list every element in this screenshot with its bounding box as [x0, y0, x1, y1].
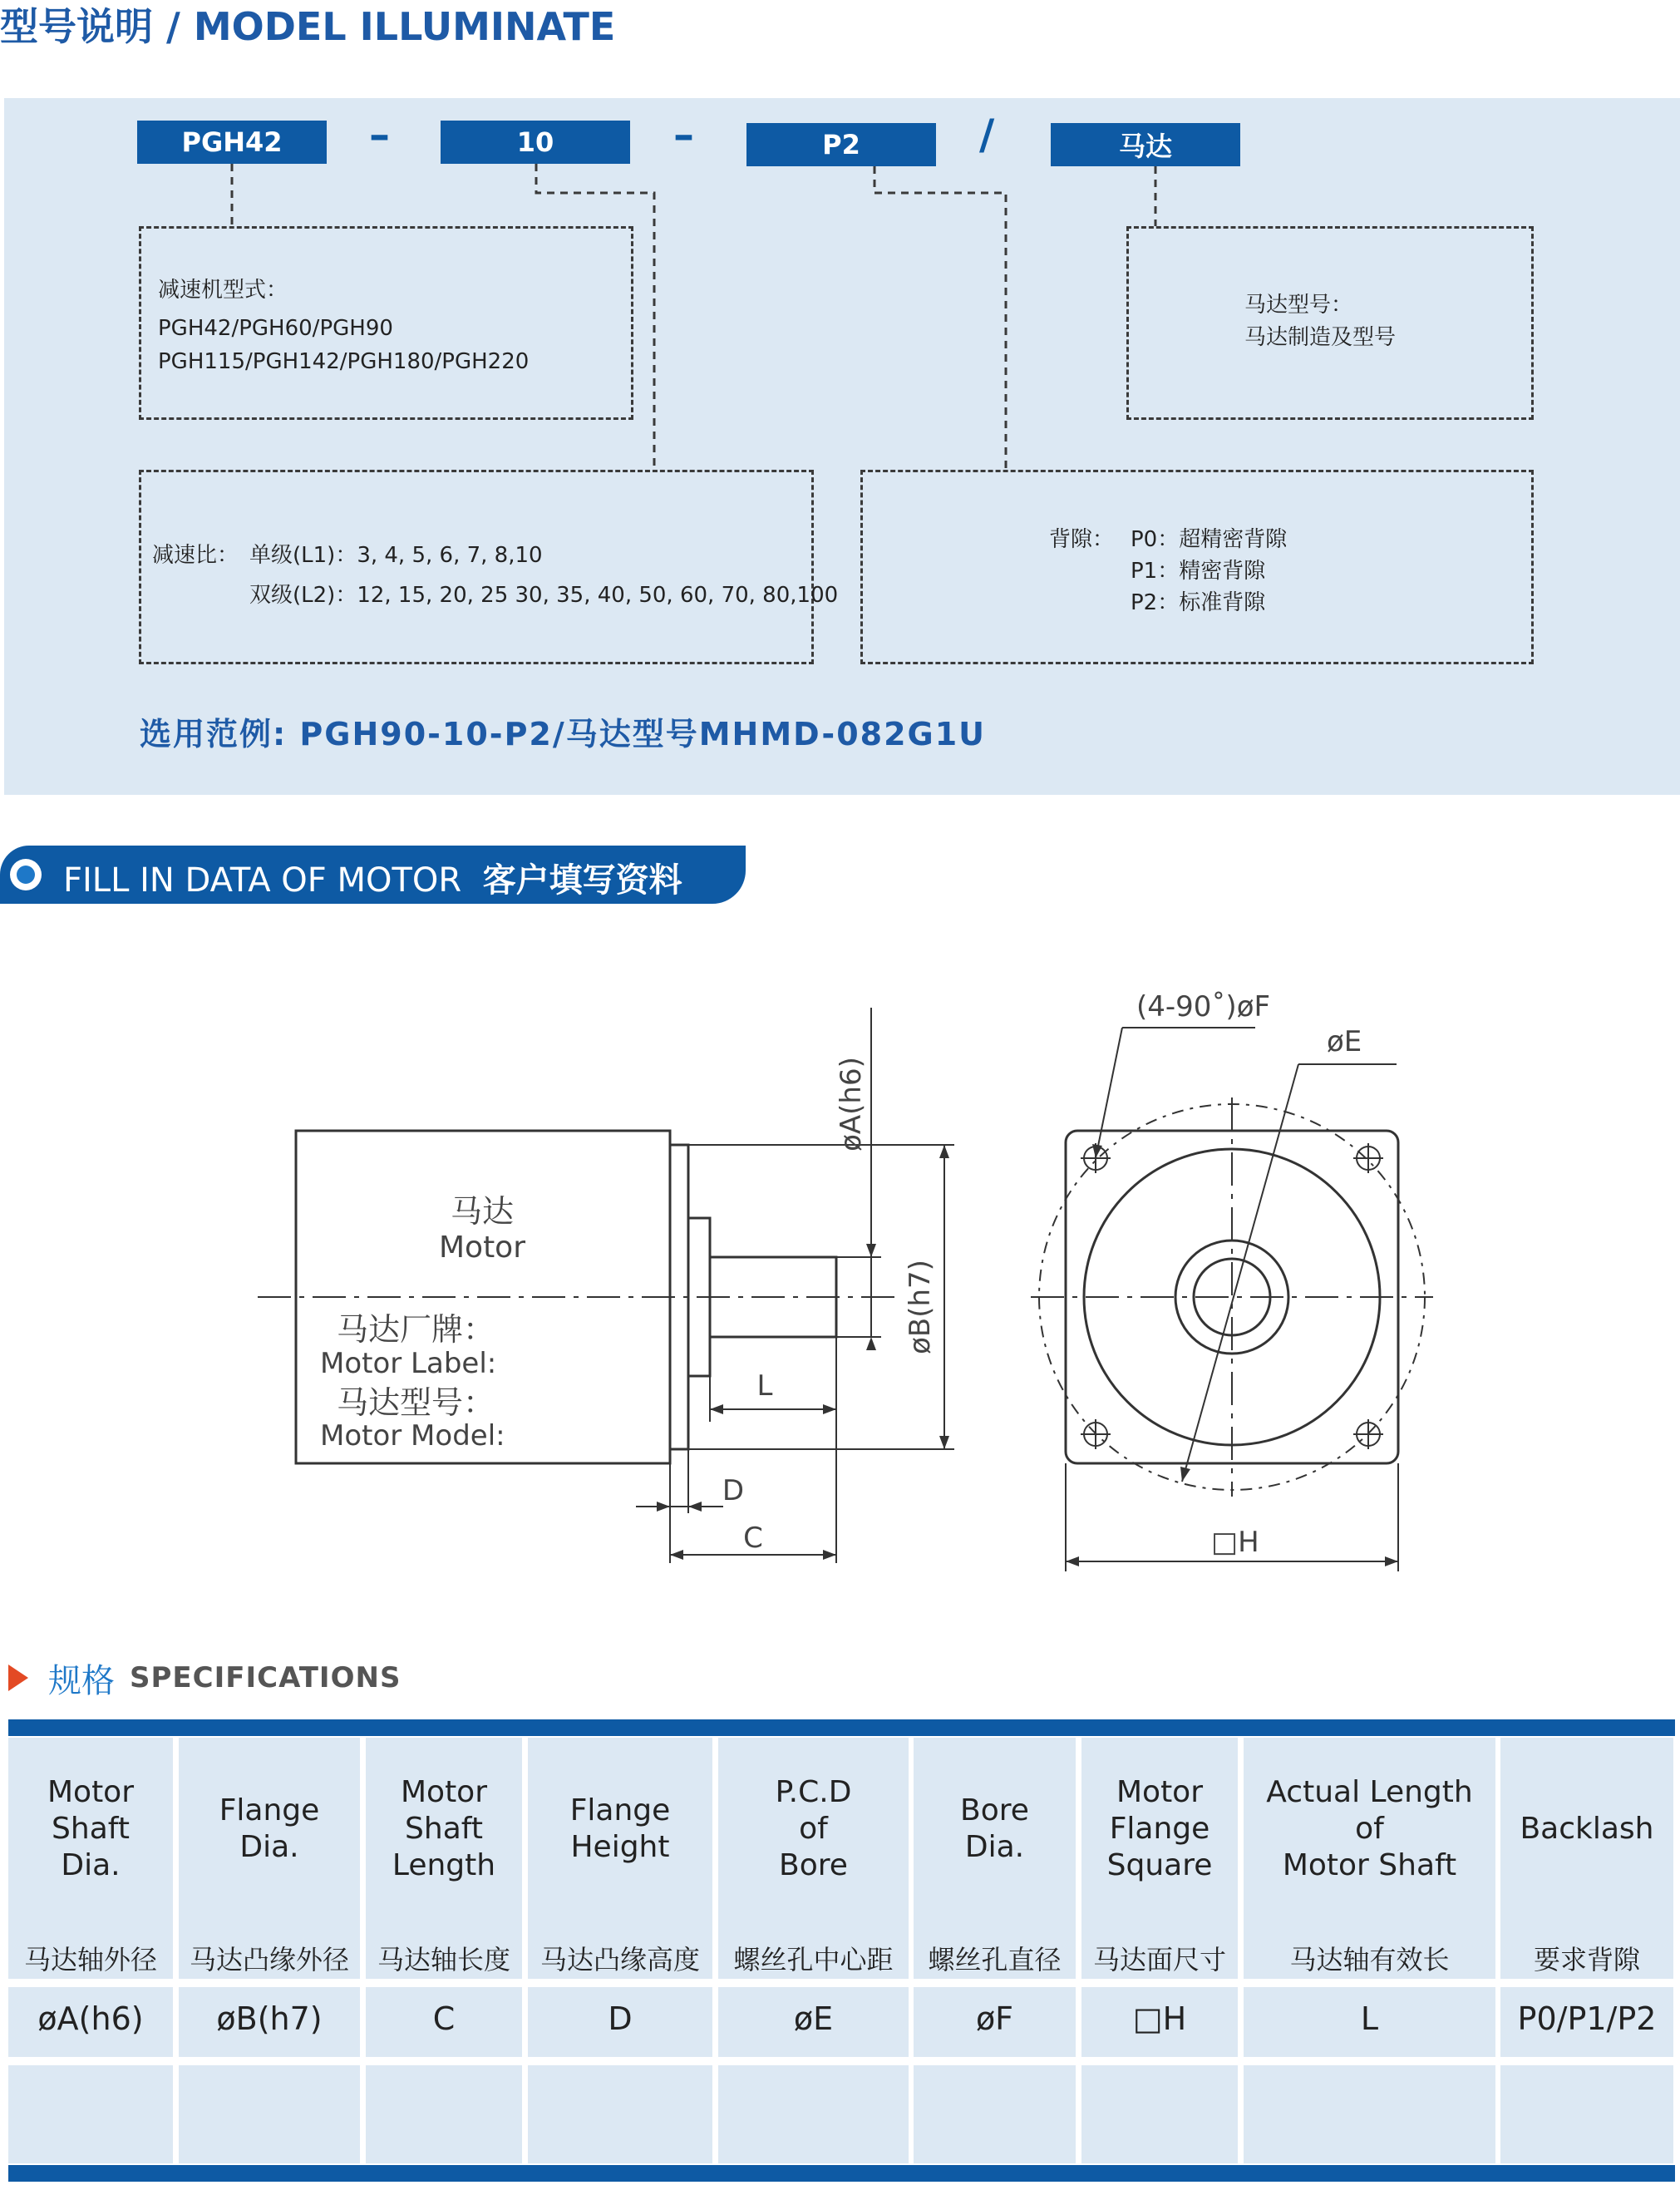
table-value-cell	[179, 1987, 360, 2057]
ratio-label: 减速比：	[152, 543, 239, 568]
table-input-cell[interactable]	[179, 2065, 360, 2163]
value-text: □H	[1132, 2000, 1187, 2037]
header-en	[718, 1774, 909, 1884]
table-header-cell	[914, 1738, 1076, 1979]
specs-title-en: SPECIFICATIONS	[130, 1661, 402, 1694]
table-bottom-bar	[8, 2165, 1675, 2182]
table-input-cell[interactable]	[1081, 2065, 1238, 2163]
header-en-line: Bore	[960, 1793, 1029, 1827]
dim-f-label: (4-90˚)øF	[1136, 990, 1271, 1023]
table-input-cell[interactable]	[528, 2065, 712, 2163]
header-en	[366, 1774, 522, 1884]
header-en-line: Dia.	[239, 1830, 299, 1864]
dim-c-label: C	[743, 1522, 763, 1555]
value-text: C	[432, 2000, 456, 2037]
table-value-cell	[1500, 1987, 1673, 2057]
specs-title-cn: 规格	[48, 1662, 115, 1700]
section-arrow-icon	[8, 1665, 28, 1691]
gearbox-type-label: 减速机型式：	[158, 278, 288, 303]
value-text: P0/P1/P2	[1517, 2000, 1657, 2037]
table-value-cell	[528, 1987, 712, 2057]
selection-example: 选用范例: PGH90-10-P2/马达型号MHMD-082G1U	[140, 716, 987, 752]
code-box-ratio: 10	[441, 121, 630, 164]
table-value-cell	[366, 1987, 522, 2057]
table-top-bar	[8, 1719, 1675, 1736]
specs-table	[8, 1719, 1675, 2185]
header-en	[914, 1793, 1076, 1866]
header-en-line: Flange	[569, 1793, 671, 1827]
value-text: øB(h7)	[216, 2000, 323, 2037]
header-en-line: Actual Length	[1266, 1775, 1473, 1809]
code-box-backlash: P2	[746, 123, 936, 166]
value-text: L	[1360, 2000, 1379, 2037]
fill-in-title-cn: 客户填写资料	[482, 861, 682, 900]
table-header-cell	[718, 1738, 909, 1979]
code-box-gearbox: PGH42	[137, 121, 327, 164]
dim-b-label: øB(h7)	[904, 1260, 937, 1354]
table-header-cell	[528, 1738, 712, 1979]
ratio-single: 单级(L1)：3, 4, 5, 6, 7, 8,10	[249, 543, 543, 568]
table-input-cell[interactable]	[1244, 2065, 1495, 2163]
backlash-p1: P1：精密背隙	[1131, 559, 1266, 584]
header-en-line: Dia.	[61, 1848, 121, 1882]
drawing-label-cn: 马达厂牌：	[337, 1311, 495, 1348]
header-cn: 马达凸缘外径	[189, 1944, 349, 1975]
value-text: øF	[975, 2000, 1014, 2037]
drawing-motor-en: Motor	[438, 1231, 526, 1265]
table-input-cell[interactable]	[366, 2065, 522, 2163]
backlash-label: 背隙：	[1049, 527, 1115, 552]
header-cn: 螺丝孔直径	[928, 1944, 1062, 1975]
drawing-label-en: Motor Label:	[320, 1347, 497, 1380]
dim-a-label: øA(h6)	[835, 1057, 868, 1152]
header-cn: 马达面尺寸	[1092, 1944, 1226, 1975]
drawing-motor-cn: 马达	[450, 1193, 515, 1230]
gearbox-type-list: PGH115/PGH142/PGH180/PGH220	[158, 349, 530, 374]
table-value-cell	[718, 1987, 909, 2057]
header-en-line: Motor	[1116, 1775, 1204, 1809]
table-value-cell	[914, 1987, 1076, 2057]
motor-dimension-drawing	[0, 956, 1680, 1605]
header-en-line: Motor	[400, 1775, 488, 1809]
drawing-model-cn: 马达型号：	[337, 1384, 495, 1421]
dim-d-label: D	[722, 1474, 745, 1507]
table-input-cell[interactable]	[914, 2065, 1076, 2163]
table-value-cell	[8, 1987, 173, 2057]
header-cn: 马达凸缘高度	[539, 1944, 700, 1975]
header-en-line: of	[799, 1812, 828, 1846]
table-value-cell	[1244, 1987, 1495, 2057]
code-box-motor: 马达	[1051, 123, 1240, 166]
header-en	[179, 1793, 360, 1866]
code-separator: –	[673, 111, 694, 159]
header-en-line: Shaft	[405, 1812, 483, 1846]
header-en	[1500, 1811, 1673, 1847]
header-en-line: Motor Shaft	[1282, 1848, 1457, 1882]
header-en-line: Flange	[1109, 1812, 1210, 1846]
motor-model-desc: 马达制造及型号	[1244, 325, 1397, 350]
backlash-p0: P0：超精密背隙	[1131, 527, 1288, 552]
backlash-p2: P2：标准背隙	[1131, 590, 1266, 615]
header-en	[8, 1774, 173, 1884]
table-header-cell	[8, 1738, 173, 1979]
page-title: 型号说明 / MODEL ILLUMINATE	[0, 4, 616, 49]
header-en-line: Motor	[47, 1775, 135, 1809]
fill-in-title-en: FILL IN DATA OF MOTOR	[63, 861, 462, 900]
header-en-line: Square	[1106, 1848, 1213, 1882]
header-en-line: of	[1355, 1812, 1384, 1846]
header-cn: 马达轴长度	[377, 1944, 510, 1975]
header-cn: 螺丝孔中心距	[733, 1944, 894, 1975]
ratio-double: 双级(L2)：12, 15, 20, 25 30, 35, 40, 50, 60, 70, 80,100	[249, 583, 839, 608]
code-separator: /	[979, 111, 995, 159]
header-en-line: Dia.	[964, 1830, 1025, 1864]
value-text: D	[608, 2000, 633, 2037]
table-header-cell	[1244, 1738, 1495, 1979]
header-en-line: Shaft	[52, 1812, 130, 1846]
header-en-line: P.C.D	[775, 1775, 852, 1809]
header-en	[528, 1793, 712, 1866]
header-en-line: Flange	[219, 1793, 320, 1827]
header-cn: 马达轴有效长	[1289, 1944, 1450, 1975]
header-en-line: Length	[392, 1848, 496, 1882]
fill-in-title	[63, 854, 682, 901]
table-input-cell[interactable]	[8, 2065, 173, 2163]
value-text: øE	[793, 2000, 834, 2037]
table-input-cell[interactable]	[1500, 2065, 1673, 2163]
table-header-cell	[179, 1738, 360, 1979]
table-input-cell[interactable]	[718, 2065, 909, 2163]
table-value-cell	[1081, 1987, 1238, 2057]
table-header-cell	[1500, 1738, 1673, 1979]
dim-h-label: □H	[1211, 1526, 1259, 1559]
header-cn: 要求背隙	[1533, 1944, 1640, 1975]
header-en-line: Height	[570, 1830, 670, 1864]
header-en-line: Bore	[779, 1848, 848, 1882]
header-en	[1081, 1774, 1238, 1884]
table-header-cell	[366, 1738, 522, 1979]
motor-model-label: 马达型号：	[1244, 293, 1353, 318]
code-separator: –	[369, 111, 390, 159]
header-en-line: Backlash	[1520, 1812, 1654, 1846]
header-en	[1244, 1774, 1495, 1884]
drawing-model-en: Motor Model:	[320, 1419, 505, 1453]
value-text: øA(h6)	[37, 2000, 144, 2037]
dim-l-label: L	[756, 1369, 773, 1403]
gearbox-type-list: PGH42/PGH60/PGH90	[158, 316, 393, 341]
bullet-icon-inner	[17, 866, 35, 884]
table-header-cell	[1081, 1738, 1238, 1979]
dim-e-label: øE	[1327, 1025, 1362, 1058]
header-cn: 马达轴外径	[23, 1944, 157, 1975]
